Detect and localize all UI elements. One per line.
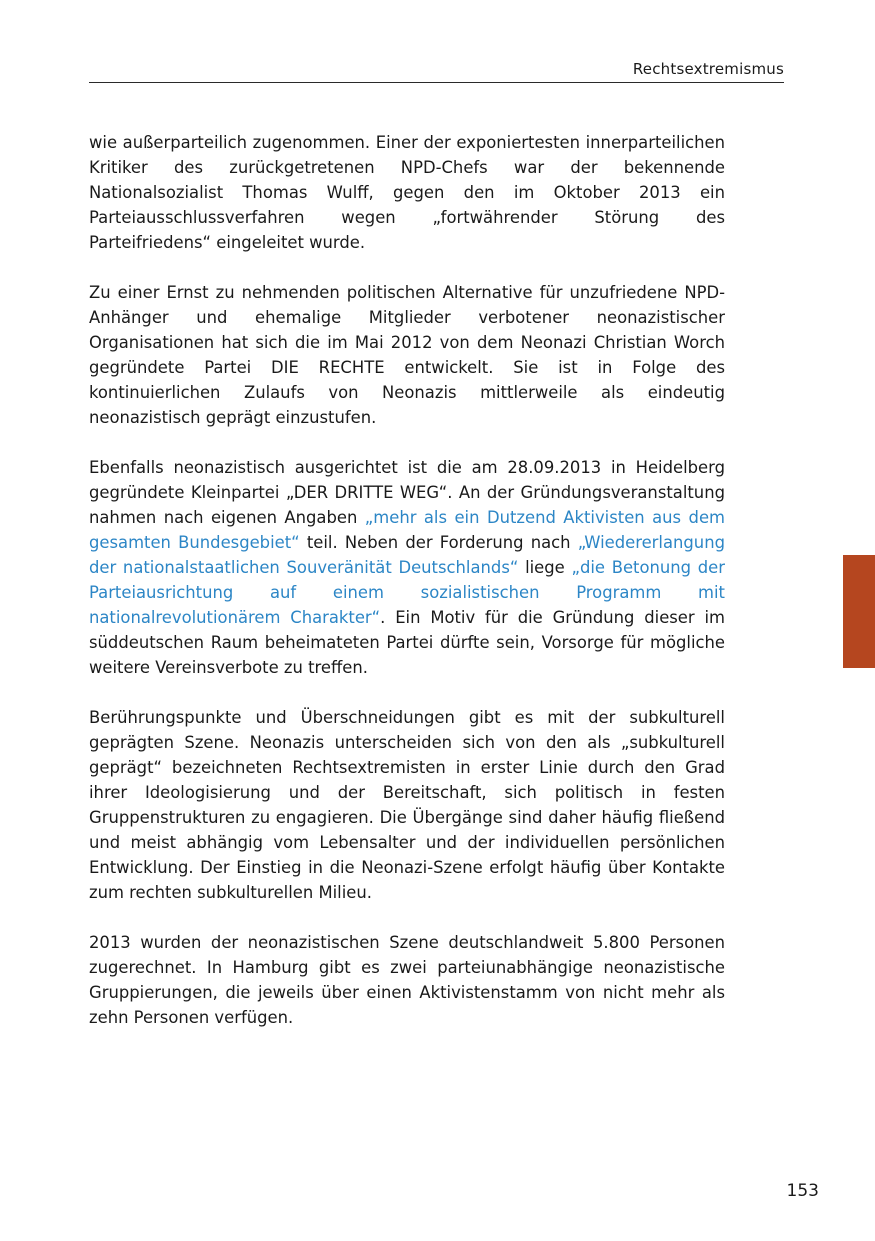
paragraph-5-text: 2013 wurden der neonazistischen Szene deutschlandweit 5.800 Personen zugerechnet. In Hamburg gibt es zwei parteiunabhängige neonazistische Gruppierungen, die jeweils über einen Aktivistenstamm von nicht mehr als zehn Personen verfügen. bbox=[89, 933, 725, 1027]
paragraph-2 bbox=[89, 280, 725, 430]
quote-souveraenitaet: „Wiedererlangung der nationalstaatlichen Souveränität Deutschlands“ bbox=[89, 533, 725, 577]
paragraph-5 bbox=[89, 930, 725, 1030]
chapter-tab-marker bbox=[843, 555, 875, 668]
running-header bbox=[89, 58, 784, 83]
paragraph-4 bbox=[89, 705, 725, 905]
paragraph-3-text-3: liege bbox=[518, 558, 572, 577]
paragraph-3 bbox=[89, 455, 725, 680]
running-header-title: Rechtsextremismus bbox=[632, 60, 784, 78]
quote-parteiausrichtung: „die Betonung der Parteiausrichtung auf einem sozialistischen Programm mit nationalrevolutionärem Charakter“ bbox=[89, 558, 725, 627]
paragraph-4-text: Berührungspunkte und Überschneidungen gibt es mit der subkulturell geprägten Szene. Neonazis unterscheiden sich von den als „subkulturell geprägt“ bezeichneten Rechtsextremisten in erster Linie durch den Grad ihrer Ideologisierung und der Bereitschaft, sich politisch in festen Gruppenstrukturen zu engagieren. Die Übergänge sind daher häufig fließend und meist abhängig vom Lebensalter und der individuellen persönlichen Entwicklung. Der Einstieg in die Neonazi-Szene erfolgt häufig über Kontakte zum rechten subkulturellen Milieu. bbox=[89, 708, 725, 902]
paragraph-1-text: wie außerparteilich zugenommen. Einer der exponiertesten innerparteilichen Kritiker des zurückgetretenen NPD-Chefs war der bekennende Nationalsozialist Thomas Wulff, gegen den im Oktober 2013 ein Parteiausschlussverfahren wegen „fortwährender Störung des Parteifriedens“ eingeleitet wurde. bbox=[89, 133, 725, 252]
body-text bbox=[89, 130, 725, 1055]
paragraph-3-text-2: teil. Neben der Forderung nach bbox=[299, 533, 578, 552]
paragraph-3-text-4: . Ein Motiv für die Gründung dieser im süddeutschen Raum beheimateten Partei dürfte sein, Vorsorge für mögliche weitere Vereinsverbote zu treffen. bbox=[89, 608, 725, 677]
page-number: 153 bbox=[786, 1181, 819, 1201]
paragraph-2-text: Zu einer Ernst zu nehmenden politischen Alternative für unzufriedene NPD-Anhänger und ehemalige Mitglieder verbotener neonazistischer Organisationen hat sich die im Mai 2012 von dem Neonazi Christian Worch gegründete Partei DIE RECHTE entwickelt. Sie ist in Folge des kontinuierlichen Zulaufs von Neonazis mittlerweile als eindeutig neonazistisch geprägt einzustufen. bbox=[89, 283, 725, 427]
paragraph-3-text-1: Ebenfalls neonazistisch ausgerichtet ist die am 28.09.2013 in Heidelberg gegründete Kleinpartei „DER DRITTE WEG“. An der Gründungsveranstaltung nahmen nach eigenen Angaben bbox=[89, 458, 725, 527]
quote-dutzend-aktivisten: „mehr als ein Dutzend Aktivisten aus dem gesamten Bundesgebiet“ bbox=[89, 508, 725, 552]
paragraph-1 bbox=[89, 130, 725, 255]
